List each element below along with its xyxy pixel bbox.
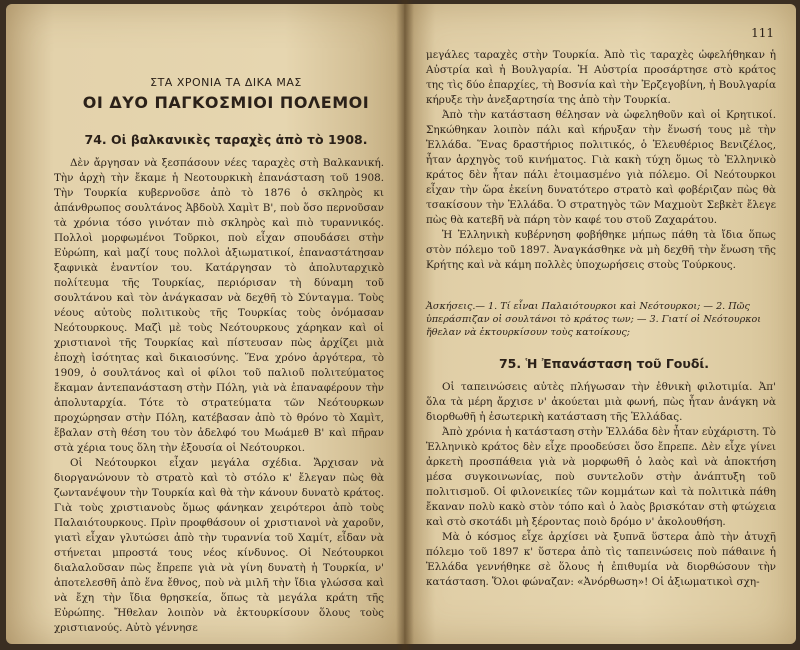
right-body-text-top [426, 48, 776, 273]
section-title-75: 75. Ἡ Ἐπανάσταση τοῦ Γουδί. [498, 356, 710, 371]
right-body-text-bottom [426, 380, 776, 590]
page-number: 111 [751, 26, 774, 40]
left-body-text [54, 156, 384, 636]
paragraph: μεγάλες ταραχὲς στὴν Τουρκία. Ἀπὸ τὶς ταραχὲς ὠφελήθηκαν ἡ Αὐστρία καὶ ἡ Βουλγαρία. Ἡ Αὐστρία προσάρτησε στὸ κράτος της τὶς δύο ἐπαρχίες, τὴ Βοσνία καὶ τὴν Ἐρζεγοβίνη, ἡ Βουλγαρία κήρυξε τὴν ἀνεξαρτησία της ἀπὸ τὴν Τουρκία. [426, 49, 776, 106]
exercises: Ἀσκήσεις.— 1. Τί εἶναι Παλαιότουρκοι καὶ Νεότουρκοι; — 2. Πῶς ὑπεράσπιζαν οἱ σουλτάνοι τὸ κράτος των; — 3. Γιατί οἱ Νεότουρκοι ἤθελαν νὰ ἐκτουρκίσουν τοὺς κατοίκους; [426, 301, 762, 338]
chapter-small-title: ΣΤΑ ΧΡΟΝΙΑ ΤΑ ΔΙΚΑ ΜΑΣ [150, 76, 302, 89]
section-title-74: 74. Οἱ βαλκανικὲς ταραχὲς ἀπὸ τὸ 1908. [84, 132, 368, 147]
paragraph: Μὰ ὁ κόσμος εἶχε ἀρχίσει νὰ ξυπνᾶ ὕστερα ἀπὸ τὴν ἀτυχῆ πόλεμο τοῦ 1897 κ' ὕστερα ἀπὸ τὶς ταπεινώσεις ποὺ πάθαινε ἡ Ἑλλάδα γεννήθηκε σὲ ὅλους ἡ ἐπιθυμία νὰ διορθώσουν τὴν κατάσταση. Ὅλοι φώναζαν: «Ἀνόρθωση»! Οἱ ἀξιωματικοὶ σχη- [426, 531, 776, 588]
left-page [6, 4, 404, 644]
chapter-heading [66, 76, 386, 112]
chapter-title: ΟΙ ΔΥΟ ΠΑΓΚΟΣΜΙΟΙ ΠΟΛΕΜΟΙ [82, 93, 370, 112]
paragraph: Ἀπὸ χρόνια ἡ κατάσταση στὴν Ἑλλάδα δὲν ἦταν εὐχάριστη. Τὸ Ἑλληνικὸ κράτος δὲν εἶχε προοδεύσει ὅσο ἔπρεπε. Δὲν εἶχε γίνει ἀρκετὴ προσπάθεια γιὰ νὰ μορφωθῆ ὁ λαὸς καὶ νὰ ἀποκτήση μέσα συγκοινωνίας, ποὺ συντελοῦν στὴν ἀνάπτυξη τοῦ πολιτισμοῦ. Οἱ φιλονεικίες τῶν κομμάτων καὶ τὰ πολιτικὰ πάθη ἔκαναν πολὺ κακὸ στὸν τόπο καὶ ὁ λαὸς βρισκόταν στὴ φτώχεια καὶ στὸ σκοτάδι μὴ ξέροντας ποιὸ δρόμο ν' ἀκολουθήση. [426, 426, 776, 528]
paragraph: Οἱ Νεότουρκοι εἶχαν μεγάλα σχέδια. Ἄρχισαν νὰ διοργανώνουν τὸ στρατὸ καὶ τὸ στόλο κ' ἔλεγαν πὼς θὰ ζωντανέψουν τὴν Τουρκία καὶ θὰ τὴν κάνουν δυνατὸ κράτος. Γιὰ τοὺς χριστιανοὺς ὅμως φάνηκαν χειρότεροι ἀπὸ τοὺς Παλαιότουρκους. Πρὶν προφθάσουν οἱ χριστιανοὶ νὰ χαροῦν, γιατὶ εἶχαν γλυτώσει ἀπὸ τὴν τυραννία τοῦ Χαμίτ, εἶδαν νὰ στήνεται μπροστά τους νέος κίνδυνος. Οἱ Νεότουρκοι διαλαλοῦσαν πὼς ἔπρεπε γιὰ νὰ γίνη δυνατὴ ἡ Τουρκία, ν' ἀποτελεσθῆ ἀπὸ ἕνα ἔθνος, ποὺ νὰ μιλῆ τὴν ἴδια γλώσσα καὶ νὰ ἔχη τὴν ἴδια θρησκεία, ὅπως τὰ μεγάλα κράτη τῆς Εὐρώπης. Ἤθελαν λοιπὸν νὰ ἐκτουρκίσουν ὅλους τοὺς χριστιανούς. Αὐτὸ γέννησε [54, 457, 384, 634]
book-gutter [396, 0, 414, 650]
right-page [404, 4, 796, 644]
paragraph: Ἡ Ἑλληνικὴ κυβέρνηση φοβήθηκε μήπως πάθη τὰ ἴδια ὅπως στὸν πόλεμο τοῦ 1897. Ἀναγκάσθηκε νὰ μὴ δεχθῆ τὴν ἕνωση τῆς Κρήτης καὶ νὰ κάμη πολλὲς ὑποχωρήσεις στοὺς Τούρκους. [426, 229, 776, 271]
paragraph: Ἀπὸ τὴν κατάσταση θέλησαν νὰ ὠφεληθοῦν καὶ οἱ Κρητικοί. Σηκώθηκαν λοιπὸν πάλι καὶ κήρυξαν τὴν ἕνωσή τους μὲ τὴν Ἑλλάδα. Ἕνας δραστήριος πολιτικός, ὁ Ἐλευθέριος Βενιζέλος, ἦταν ἀρχηγὸς τοῦ κινήματος. Γιὰ κακὴ τύχη ὅμως τὸ Ἑλληνικὸ κράτος δὲν ἦταν πάλι ἑτοιμασμένο γιὰ πόλεμο. Οἱ Νεότουρκοι εἶχαν τὴν ὥρα ἐκείνη δυνατότερο στρατὸ καὶ φοβέριζαν πὼς θὰ τσακίσουν τὴν Ἑλλάδα. Ὁ στρατηγὸς τῶν Μαχμοὺτ Σεβκὲτ ἔλεγε πὼς θὰ κατεβῆ νὰ πάρη τὸν καφέ του στοῦ Ζαχαράτου. [426, 109, 776, 226]
paragraph: Οἱ ταπεινώσεις αὐτὲς πλήγωσαν τὴν ἐθνικὴ φιλοτιμία. Ἀπ' ὅλα τὰ μέρη ἄρχισε ν' ἀκούεται μιὰ φωνή, πὼς ἦταν ἀνάγκη νὰ διορθωθῆ ἡ ἐσωτερικὴ κατάσταση τῆς Ἑλλάδας. [426, 381, 776, 423]
paragraph: Δὲν ἄργησαν νὰ ξεσπάσουν νέες ταραχὲς στὴ Βαλκανική. Τὴν ἀρχὴ τὴν ἔκαμε ἡ Νεοτουρκικὴ ἐπανάσταση τοῦ 1908. Τὴν Τουρκία κυβερνοῦσε ἀπὸ τὸ 1876 ὁ σκληρὸς κι ἀπάνθρωπος σουλτάνος Ἀβδοὺλ Χαμὶτ Β', ποὺ ὅσο περνοῦσαν τὰ χρόνια τόσο γινόταν πιὸ σκληρὸς καὶ πιὸ τυραννικός. Πολλοὶ μορφωμένοι Τοῦρκοι, ποὺ εἶχαν σπουδάσει στὴν Εὐρώπη, καὶ μαζί τους πολλοὶ ἀξιωματικοί, ἐπαναστάτησαν ξαφνικὰ ἐναντίον του. Κατάργησαν τὸ ἀπολυταρχικὸ πολίτευμα τῆς Τουρκίας, περιόρισαν τὴ δύναμη τοῦ σουλτάνου καὶ τὸν ἀνάγκασαν νὰ δεχθῆ τὸ Σύνταγμα. Τοὺς νέους αὐτοὺς πολιτικοὺς τῆς Τουρκίας τοὺς ὀνόμασαν Νεότουρκους. Μαζὶ μὲ τοὺς Νεότουρκους χάρηκαν καὶ οἱ χριστιανοὶ τῆς Τουρκίας καὶ πίστευσαν πὼς ἀρχίζει μιὰ ἐποχὴ ἰσότητας καὶ δικαιοσύνης. Ἕνα χρόνο ἀργότερα, τὸ 1909, ὁ σουλτάνος καὶ οἱ φίλοι τοῦ παλιοῦ πολιτεύματος ἔκαμαν ἀντεπανάσταση στὴν Πόλη, γιὰ νὰ ἐπαναφέρουν τὴν ἀπολυταρχία. Τότε τὸ στρατεύματα τῶν Νεότουρκων προχώρησαν στὴν Πόλη, κατέβασαν ἀπὸ τὸ θρόνο τὸ Χαμὶτ, ἔβαλαν στὴ θέση του τὸν ἀδελφό του Μωάμεθ Β' καὶ πῆραν στὰ χέρια τους ὅλη τὴν ἐξουσία οἱ Νεότουρκοι. [54, 157, 384, 454]
